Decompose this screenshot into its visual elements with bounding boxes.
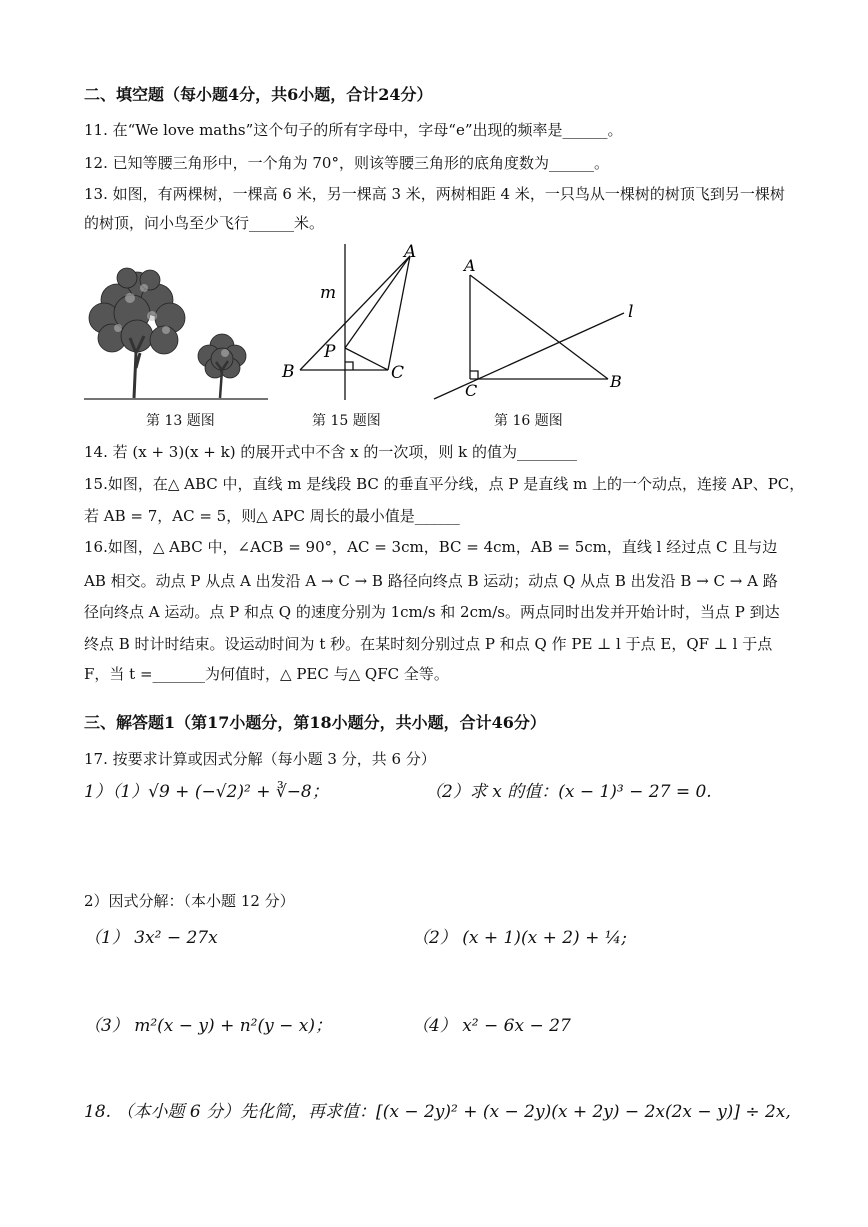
factor-2: （2） (x + 1)(x + 2) + ¼; xyxy=(412,928,627,948)
question-17-1-part2: （2）求 x 的值：(x − 1)³ − 27 = 0. xyxy=(425,782,712,802)
question-16-line2: AB 相交。动点 P 从点 A 出发沿 A → C → B 路径向终点 B 运动；动点 Q 从点 B 出发沿 B → C → A 路 xyxy=(84,572,778,590)
fig16-label-C: C xyxy=(465,381,478,400)
caption-fig16: 第 16 题图 xyxy=(494,413,563,429)
question-16-line3: 径向终点 A 运动。点 P 和点 Q 的速度分别为 1cm/s 和 2cm/s。两点同时出发并开始计时，当点 P 到达 xyxy=(84,603,780,621)
figure-16-triangle xyxy=(432,255,642,405)
question-13-line2: 的树顶，问小鸟至少飞行______米。 xyxy=(84,214,325,232)
section3-title: 三、解答题1（第17小题分，第18小题分，共小题，合计46分） xyxy=(84,713,546,732)
fig15-label-P: P xyxy=(324,342,336,362)
question-11: 11. 在“We love maths”这个句子的所有字母中，字母“e”出现的频率是______。 xyxy=(84,121,623,139)
fig16-label-A: A xyxy=(464,256,476,275)
fig16-label-l: l xyxy=(628,302,634,322)
caption-fig13: 第 13 题图 xyxy=(146,413,215,429)
factor-1: （1） 3x² − 27x xyxy=(84,928,218,948)
question-17-2: 2）因式分解：（本小题 12 分） xyxy=(84,892,295,910)
question-15-line1: 15.如图，在△ ABC 中，直线 m 是线段 BC 的垂直平分线，点 P 是直线 m 上的一个动点，连接 AP、PC， xyxy=(84,475,805,493)
factor-4: （4） x² − 6x − 27 xyxy=(412,1016,571,1036)
figure-13-trees xyxy=(82,258,272,406)
fig15-label-m: m xyxy=(320,283,337,303)
question-16-line1: 16.如图，△ ABC 中，∠ACB = 90°，AC = 3cm，BC = 4cm，AB = 5cm，直线 l 经过点 C 且与边 xyxy=(84,538,778,556)
fig16-label-B: B xyxy=(610,372,622,391)
fig15-label-B: B xyxy=(282,362,295,382)
question-14: 14. 若 (x + 3)(x + k) 的展开式中不含 x 的一次项，则 k 的值为________ xyxy=(84,443,577,461)
caption-fig15: 第 15 题图 xyxy=(312,413,381,429)
question-15-line2: 若 AB = 7，AC = 5，则△ APC 周长的最小值是______ xyxy=(84,507,460,525)
question-16-line4: 终点 B 时计时结束。设运动时间为 t 秒。在某时刻分别过点 P 和点 Q 作 PE ⊥ l 于点 E，QF ⊥ l 于点 xyxy=(84,635,773,653)
question-16-line5: F，当 t =_______为何值时，△ PEC 与△ QFC 全等。 xyxy=(84,665,449,683)
fig15-label-C: C xyxy=(391,363,405,383)
question-12: 12. 已知等腰三角形中，一个角为 70°，则该等腰三角形的底角度数为______。 xyxy=(84,154,609,172)
section2-title: 二、填空题（每小题4分，共6小题，合计24分） xyxy=(84,85,433,104)
factor-3: （3） m²(x − y) + n²(y − x)； xyxy=(84,1016,332,1036)
question-13-line1: 13. 如图，有两棵树，一棵高 6 米，另一棵高 3 米，两树相距 4 米，一只鸟从一棵树的树顶飞到另一棵树 xyxy=(84,185,785,203)
question-17: 17. 按要求计算或因式分解（每小题 3 分，共 6 分） xyxy=(84,750,436,768)
question-18: 18. （本小题 6 分）先化简，再求值：[(x − 2y)² + (x − 2y)(x + 2y) − 2x(2x − y)] ÷ 2x, xyxy=(84,1102,791,1122)
fig15-label-A: A xyxy=(404,242,417,262)
figure-15-triangle xyxy=(280,240,430,410)
question-17-1-part1: 1）（1）√9 + (−√2)² + ∛−8； xyxy=(84,782,329,802)
